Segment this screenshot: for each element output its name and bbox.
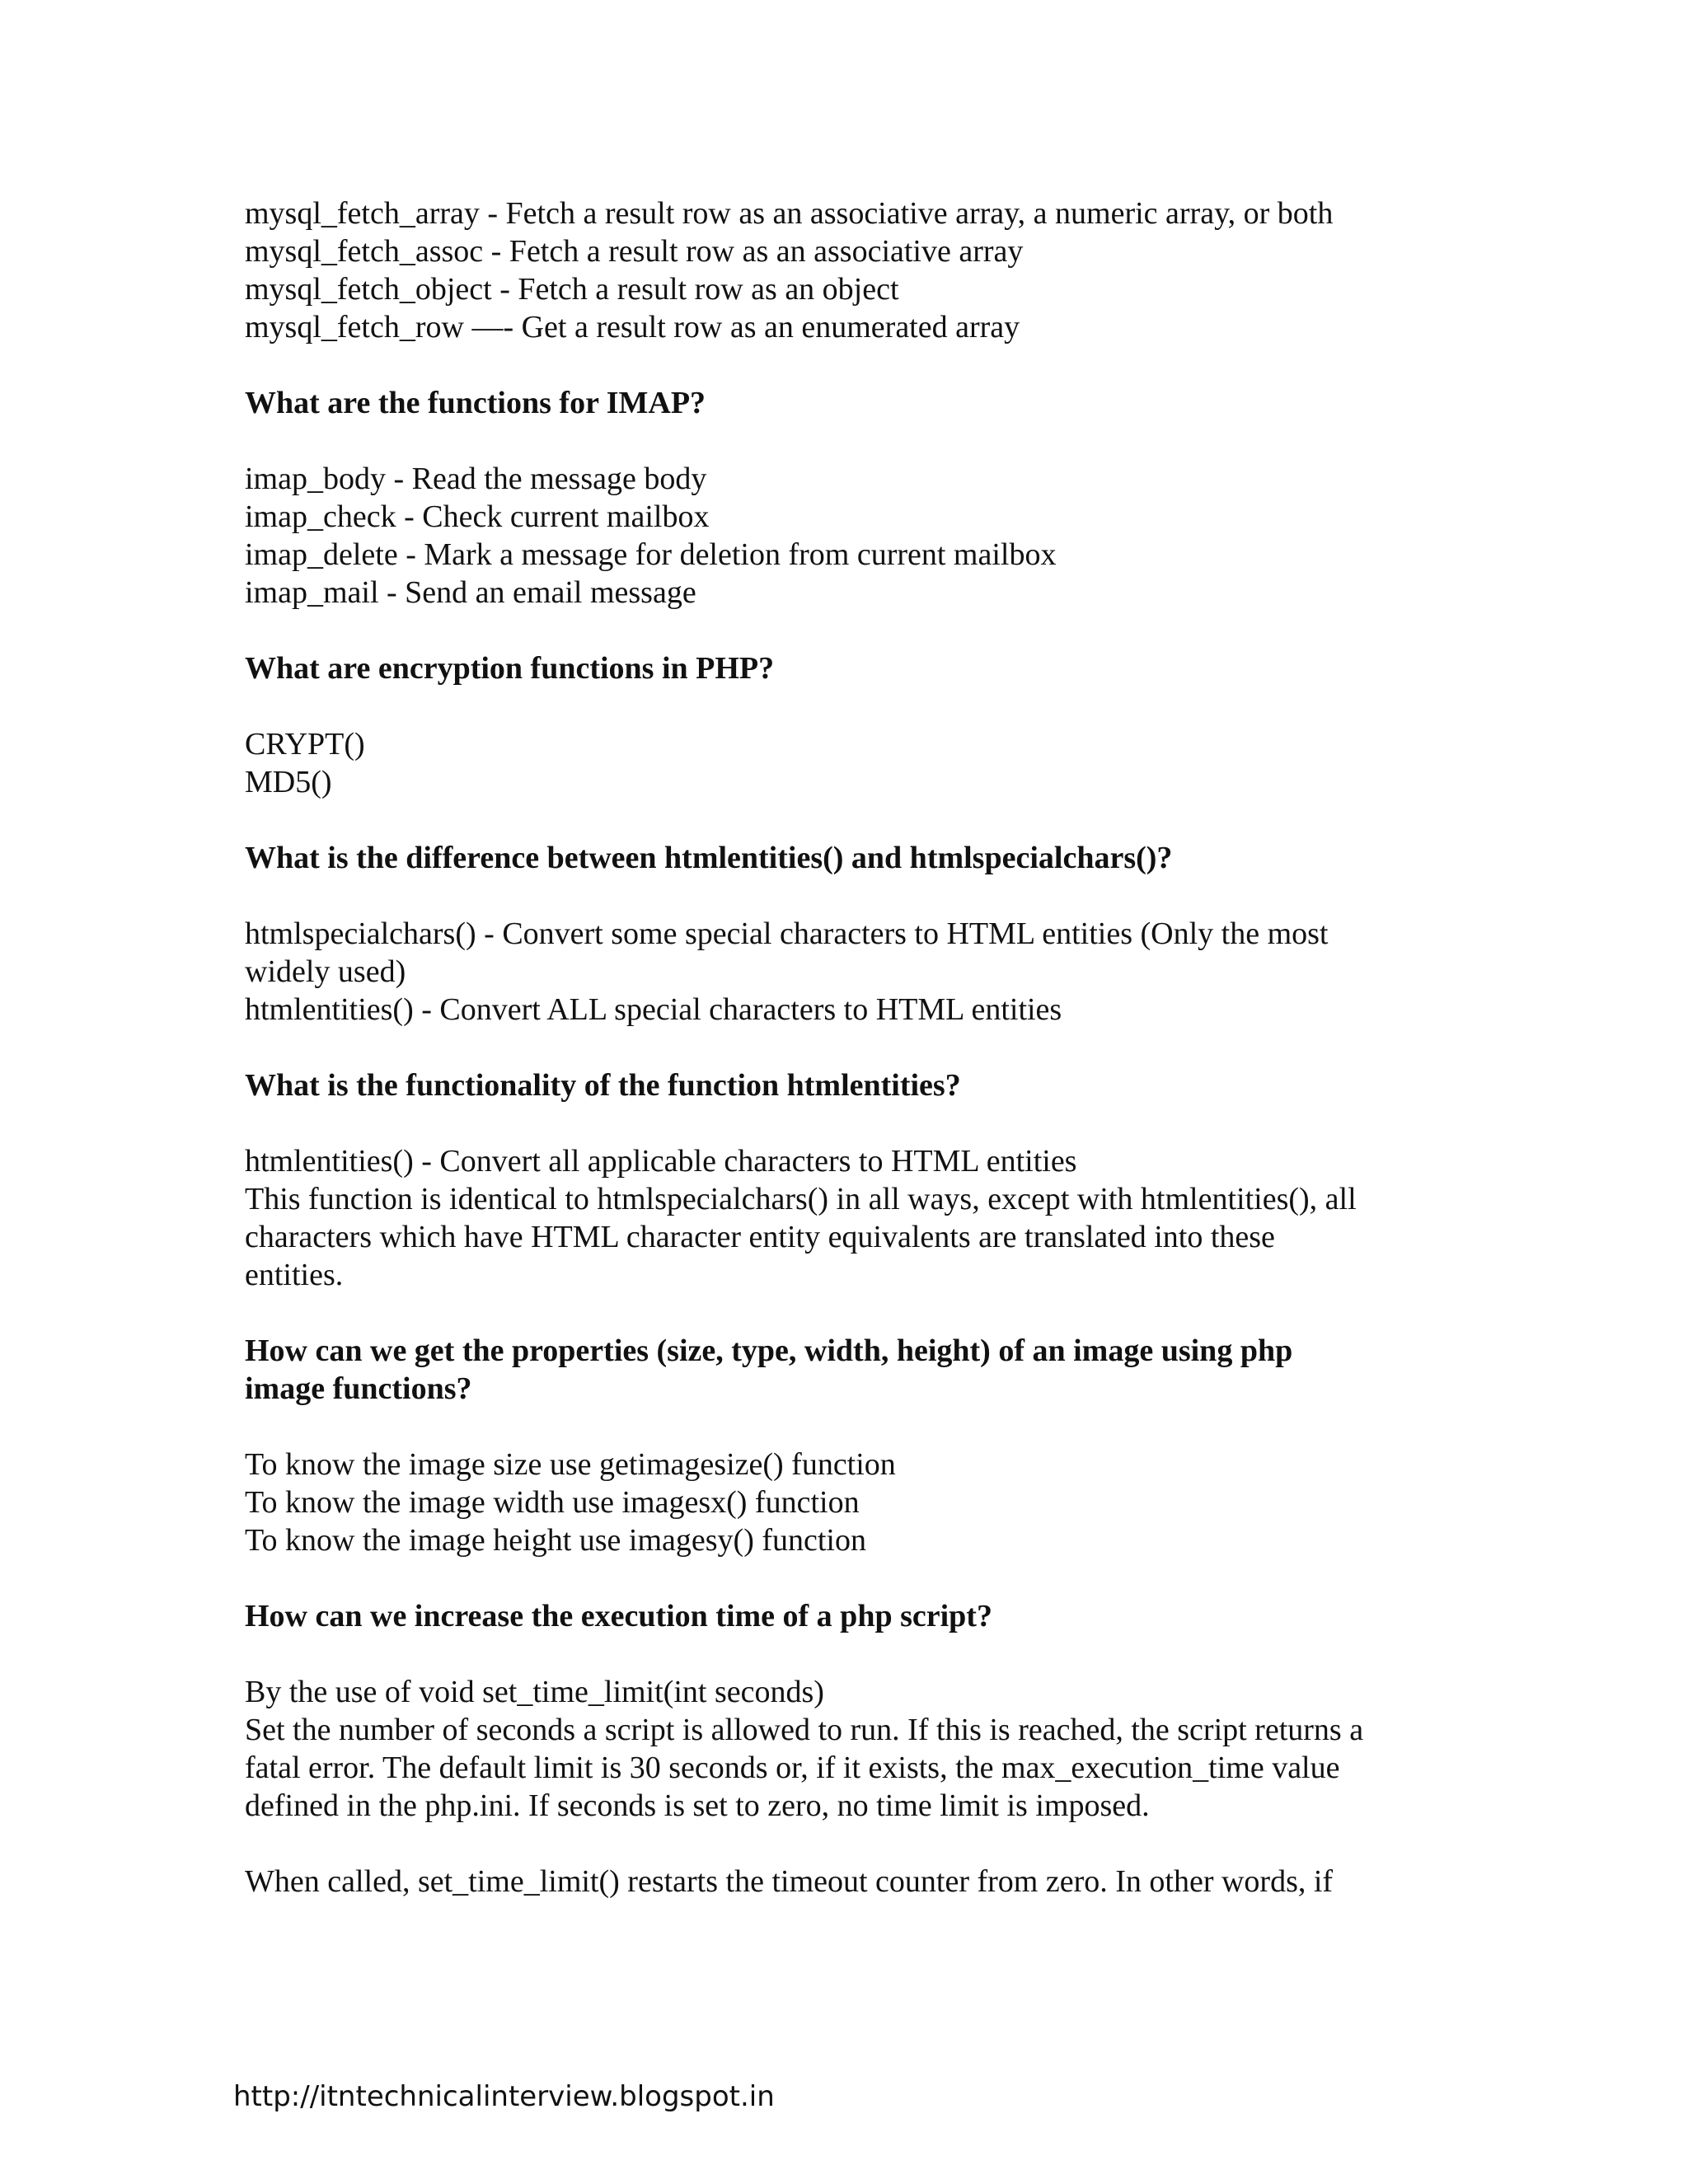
question-difference: What is the difference between htmlentities() and htmlspecialchars()? (245, 841, 1173, 875)
answer-line: defined in the php.ini. If seconds is set to zero, no time limit is imposed. (245, 1788, 1150, 1823)
answer-line: To know the image width use imagesx() function (245, 1485, 860, 1520)
mysql-function-list (245, 194, 1456, 346)
list-item: mysql_fetch_row —- Get a result row as an enumerated array (245, 310, 1020, 344)
difference-answer (245, 915, 1456, 1029)
answer-line: This function is identical to htmlspecialchars() in all ways, except with htmlentities(), all (245, 1182, 1357, 1216)
imap-function-list (245, 460, 1456, 612)
question-line: How can we get the properties (size, type, width, height) of an image using php (245, 1333, 1293, 1368)
question-encryption: What are encryption functions in PHP? (245, 651, 775, 686)
answer-line: htmlentities() - Convert ALL special characters to HTML entities (245, 992, 1062, 1027)
list-item: MD5() (245, 765, 332, 799)
footer-url: http://itntechnicalinterview.blogspot.in (233, 2080, 775, 2113)
question-execution-time: How can we increase the execution time of a php script? (245, 1599, 992, 1633)
answer-line: characters which have HTML character entity equivalents are translated into these (245, 1220, 1275, 1254)
question-image-properties (245, 1332, 1456, 1408)
list-item: CRYPT() (245, 727, 365, 762)
execution-answer (245, 1673, 1456, 1825)
answer-line: To know the image size use getimagesize() function (245, 1447, 896, 1482)
image-answer (245, 1446, 1456, 1559)
list-item: imap_mail - Send an email message (245, 575, 696, 610)
answer-line: fatal error. The default limit is 30 seconds or, if it exists, the max_execution_time value (245, 1750, 1340, 1785)
encryption-function-list (245, 725, 1456, 801)
question-line: image functions? (245, 1371, 472, 1406)
list-item: mysql_fetch_array - Fetch a result row as an associative array, a numeric array, or both (245, 196, 1334, 231)
question-functionality: What is the functionality of the function htmlentities? (245, 1068, 961, 1103)
question-imap: What are the functions for IMAP? (245, 386, 706, 420)
answer-line: htmlspecialchars() - Convert some special characters to HTML entities (Only the most (245, 916, 1329, 951)
list-item: imap_body - Read the message body (245, 462, 707, 496)
list-item: mysql_fetch_assoc - Fetch a result row as an associative array (245, 234, 1024, 269)
answer-line: entities. (245, 1258, 344, 1292)
list-item: imap_delete - Mark a message for deletion from current mailbox (245, 537, 1057, 572)
answer-line: To know the image height use imagesy() function (245, 1523, 866, 1558)
paragraph-line: When called, set_time_limit() restarts the timeout counter from zero. In other words, if (245, 1864, 1334, 1899)
answer-line: widely used) (245, 954, 406, 989)
functionality-answer (245, 1142, 1456, 1294)
list-item: imap_check - Check current mailbox (245, 499, 710, 534)
list-item: mysql_fetch_object - Fetch a result row as an object (245, 272, 899, 307)
answer-line: htmlentities() - Convert all applicable characters to HTML entities (245, 1144, 1077, 1179)
answer-line: By the use of void set_time_limit(int seconds) (245, 1675, 824, 1709)
answer-line: Set the number of seconds a script is allowed to run. If this is reached, the script returns a (245, 1713, 1364, 1747)
document-page (245, 194, 1456, 1900)
